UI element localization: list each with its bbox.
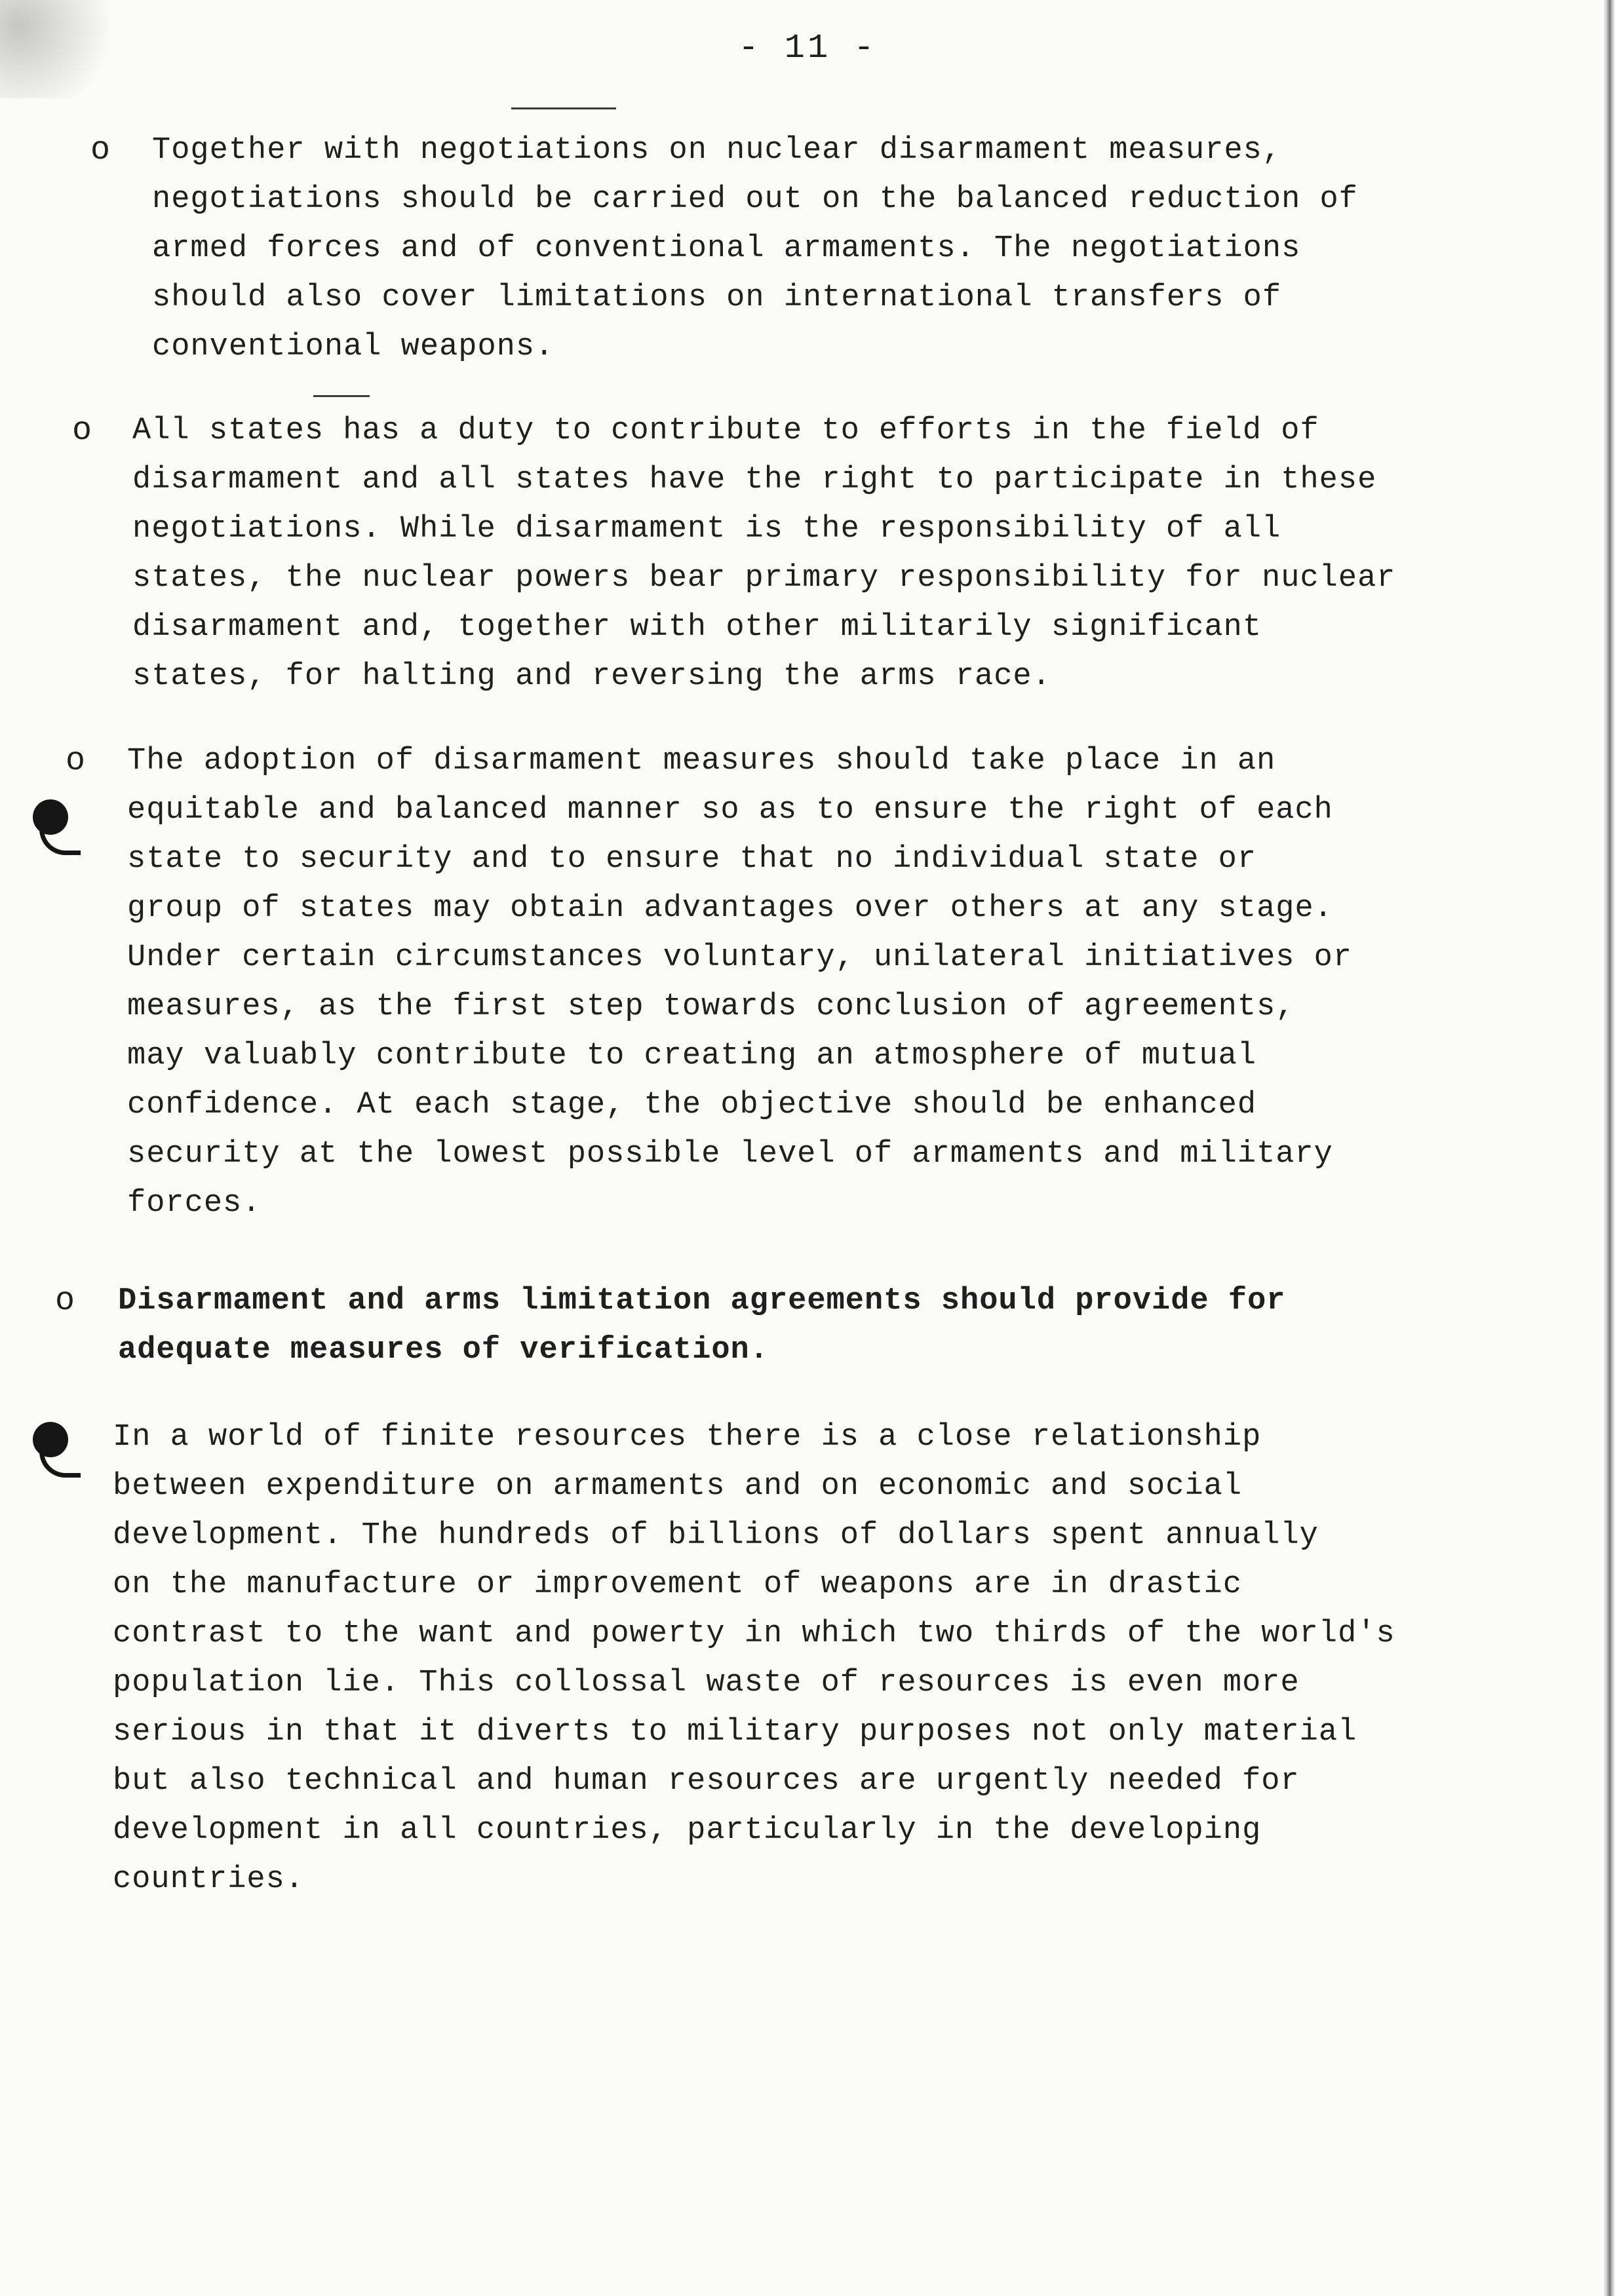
list-item-text: Together with negotiations on nuclear disarmament measures, negotiations should be carried out on the balanced reduction of armed forces and of conventional armaments. The negotiations should also cover limitations on international transfers of conventional weapons. [152,133,1358,364]
underline-mark [313,395,370,397]
bullet-marker: o [72,412,92,450]
bullet-marker: o [66,742,86,780]
underline-mark [511,107,616,109]
list-item-text: All states has a duty to contribute to efforts in the field of disarmament and all states have the right to participate in these negotiations. While disarmament is the responsibility of all states, the nuclear powers bear primary responsibility for nuclear disarmament and, together with other militarily significant states, for halting and reversing the arms race. [132,413,1396,694]
page-number: - 11 - [738,29,877,67]
paragraph-text: In a world of finite resources there is a close relationship between expenditure on armaments and on economic and social development. The hundreds of billions of dollars spent annually on the manufacture or improvement of weapons are in drastic contrast to the want and powerty in which two thirds of the world's population lie. This collossal waste of resources is even more serious in that it diverts to military purposes not only material but also technical and human resources are urgently needed for development in all countries, particularly in the developing countries. [113,1420,1395,1897]
scan-edge-shadow [1603,0,1615,2296]
list-item-text: The adoption of disarmament measures should take place in an equitable and balanced manner so as to ensure the right of each state to security and to ensure that no individual state or group of states may obtain advantages over others at any stage. Under certain circumstances voluntary, unilateral initiatives or measures, as the first step towards conclusion of agreements, may valuably contribute to creating an atmosphere of mutual confidence. At each stage, the objective should be enhanced security at the lowest possible level of armaments and military forces. [127,744,1353,1221]
handwritten-margin-mark [33,1422,68,1457]
bullet-marker: o [55,1282,75,1320]
bullet-marker: o [90,132,111,169]
list-item-text: Disarmament and arms limitation agreements should provide for adequate measures of verification. [118,1284,1286,1368]
handwritten-margin-mark [33,799,68,835]
